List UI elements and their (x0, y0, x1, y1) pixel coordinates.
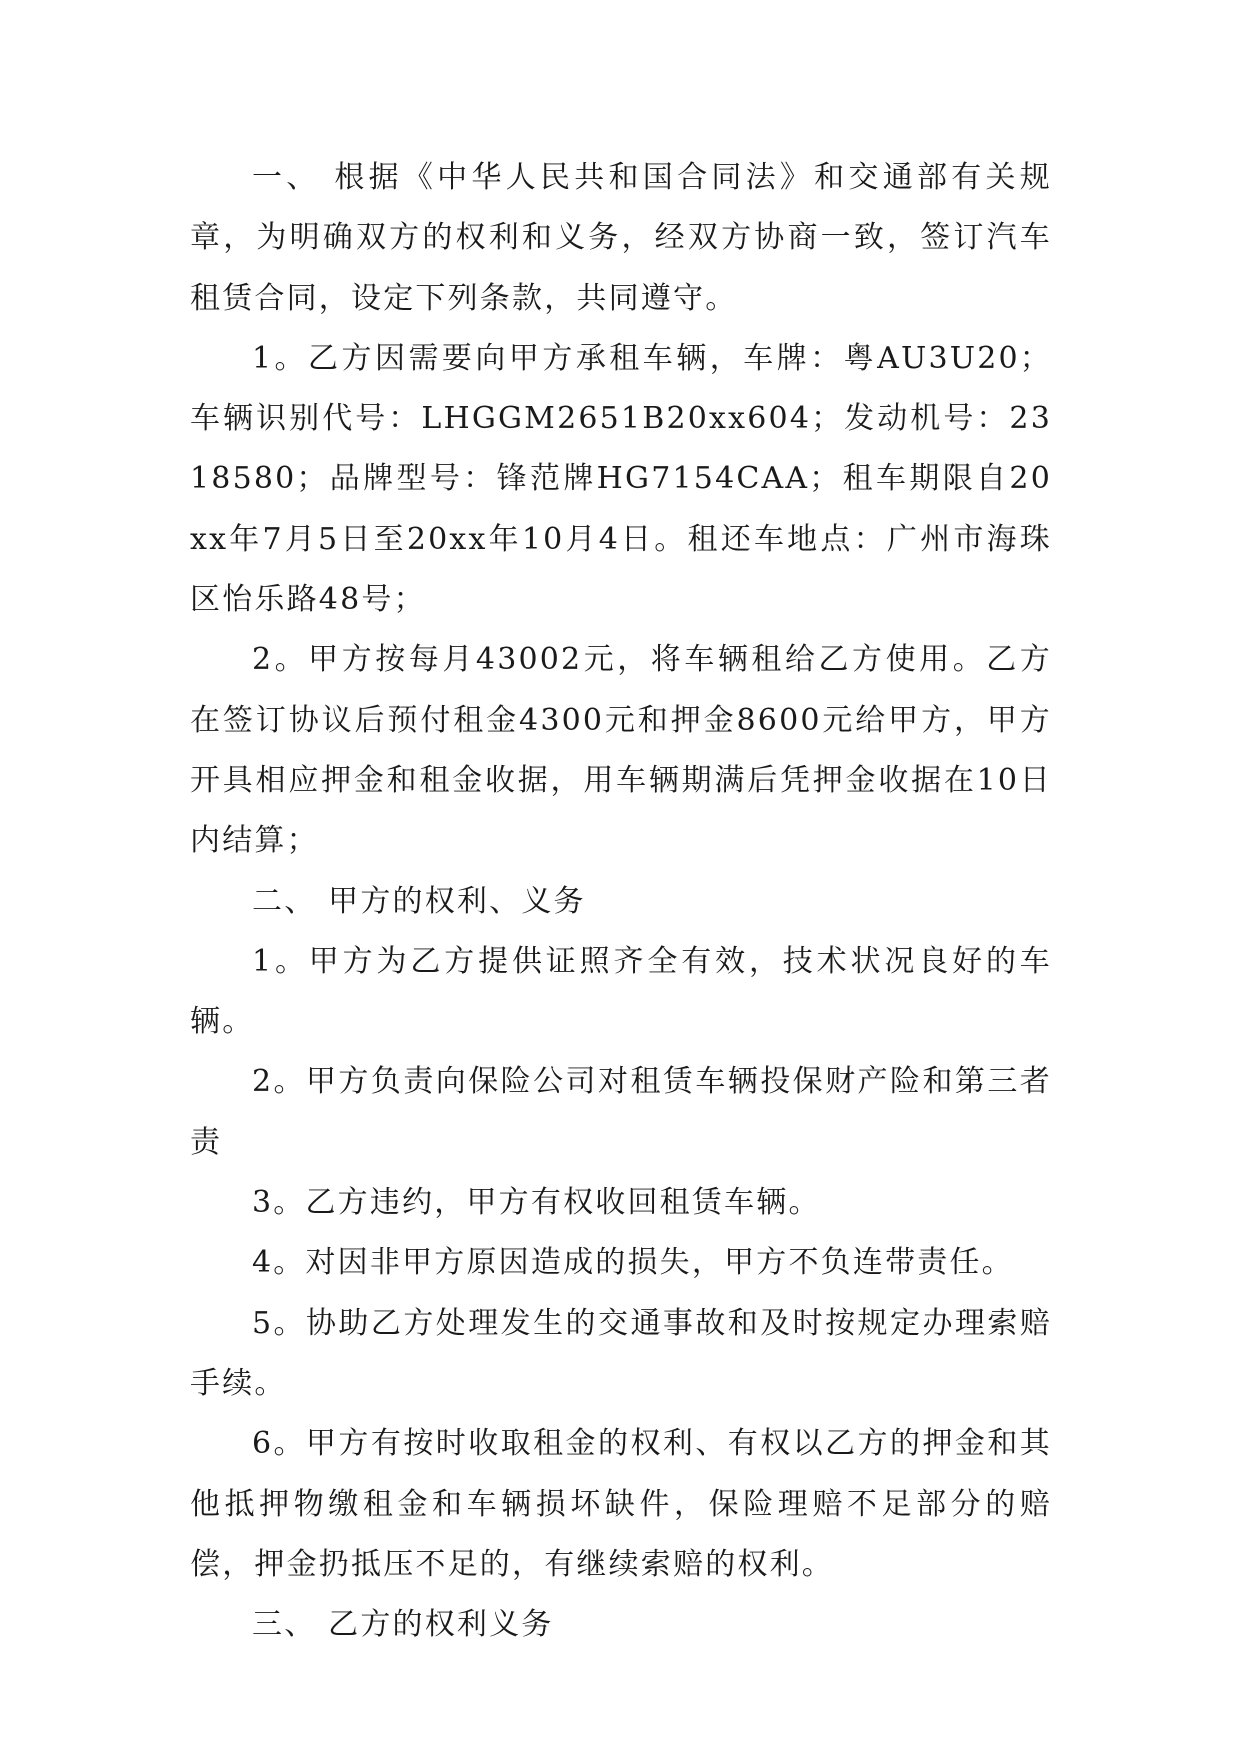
paragraph-party-a-item-4: 4。对因非甲方原因造成的损失，甲方不负连带责任。 (252, 1245, 1014, 1281)
paragraph-party-a-item-1: 1。甲方为乙方提供证照齐全有效，技术状况良好的车辆。 (190, 943, 1052, 1040)
paragraph-article-1: 一、 根据《中华人民共和国合同法》和交通部有关规章，为明确双方的权利和义务，经双方协商一致，签订汽车租赁合同，设定下列条款，共同遵守。 (190, 160, 1052, 316)
heading-party-b-rights: 三、 乙方的权利义务 (252, 1607, 554, 1643)
document-page (190, 148, 1052, 1655)
paragraph-party-a-item-2: 2。甲方负责向保险公司对租赁车辆投保财产险和第三者责 (190, 1064, 1052, 1160)
paragraph-party-a-item-3: 3。乙方违约，甲方有权收回租赁车辆。 (252, 1185, 821, 1221)
heading-party-a-rights: 二、 甲方的权利、义务 (252, 883, 586, 919)
paragraph-vehicle-info: 1。乙方因需要向甲方承租车辆，车牌：粤AU3U20；车辆识别代号：LHGGM2651B20xx604；发动机号：2318580；品牌型号：锋范牌HG7154CAA；租车期限自20xx年7月5日至20xx年10月4日。租还车地点：广州市海珠区怡乐路48号； (190, 340, 1052, 618)
paragraph-party-a-item-5: 5。协助乙方处理发生的交通事故和及时按规定办理索赔手续。 (190, 1305, 1052, 1401)
paragraph-rent-payment: 2。甲方按每月43002元，将车辆租给乙方使用。乙方在签订协议后预付租金4300元和押金8600元给甲方，甲方开具相应押金和租金收据，用车辆期满后凭押金收据在10日内结算； (190, 642, 1052, 859)
paragraph-party-a-item-6: 6。甲方有按时收取租金的权利、有权以乙方的押金和其他抵押物缴租金和车辆损坏缺件，保险理赔不足部分的赔偿，押金扔抵压不足的，有继续索赔的权利。 (190, 1426, 1052, 1582)
